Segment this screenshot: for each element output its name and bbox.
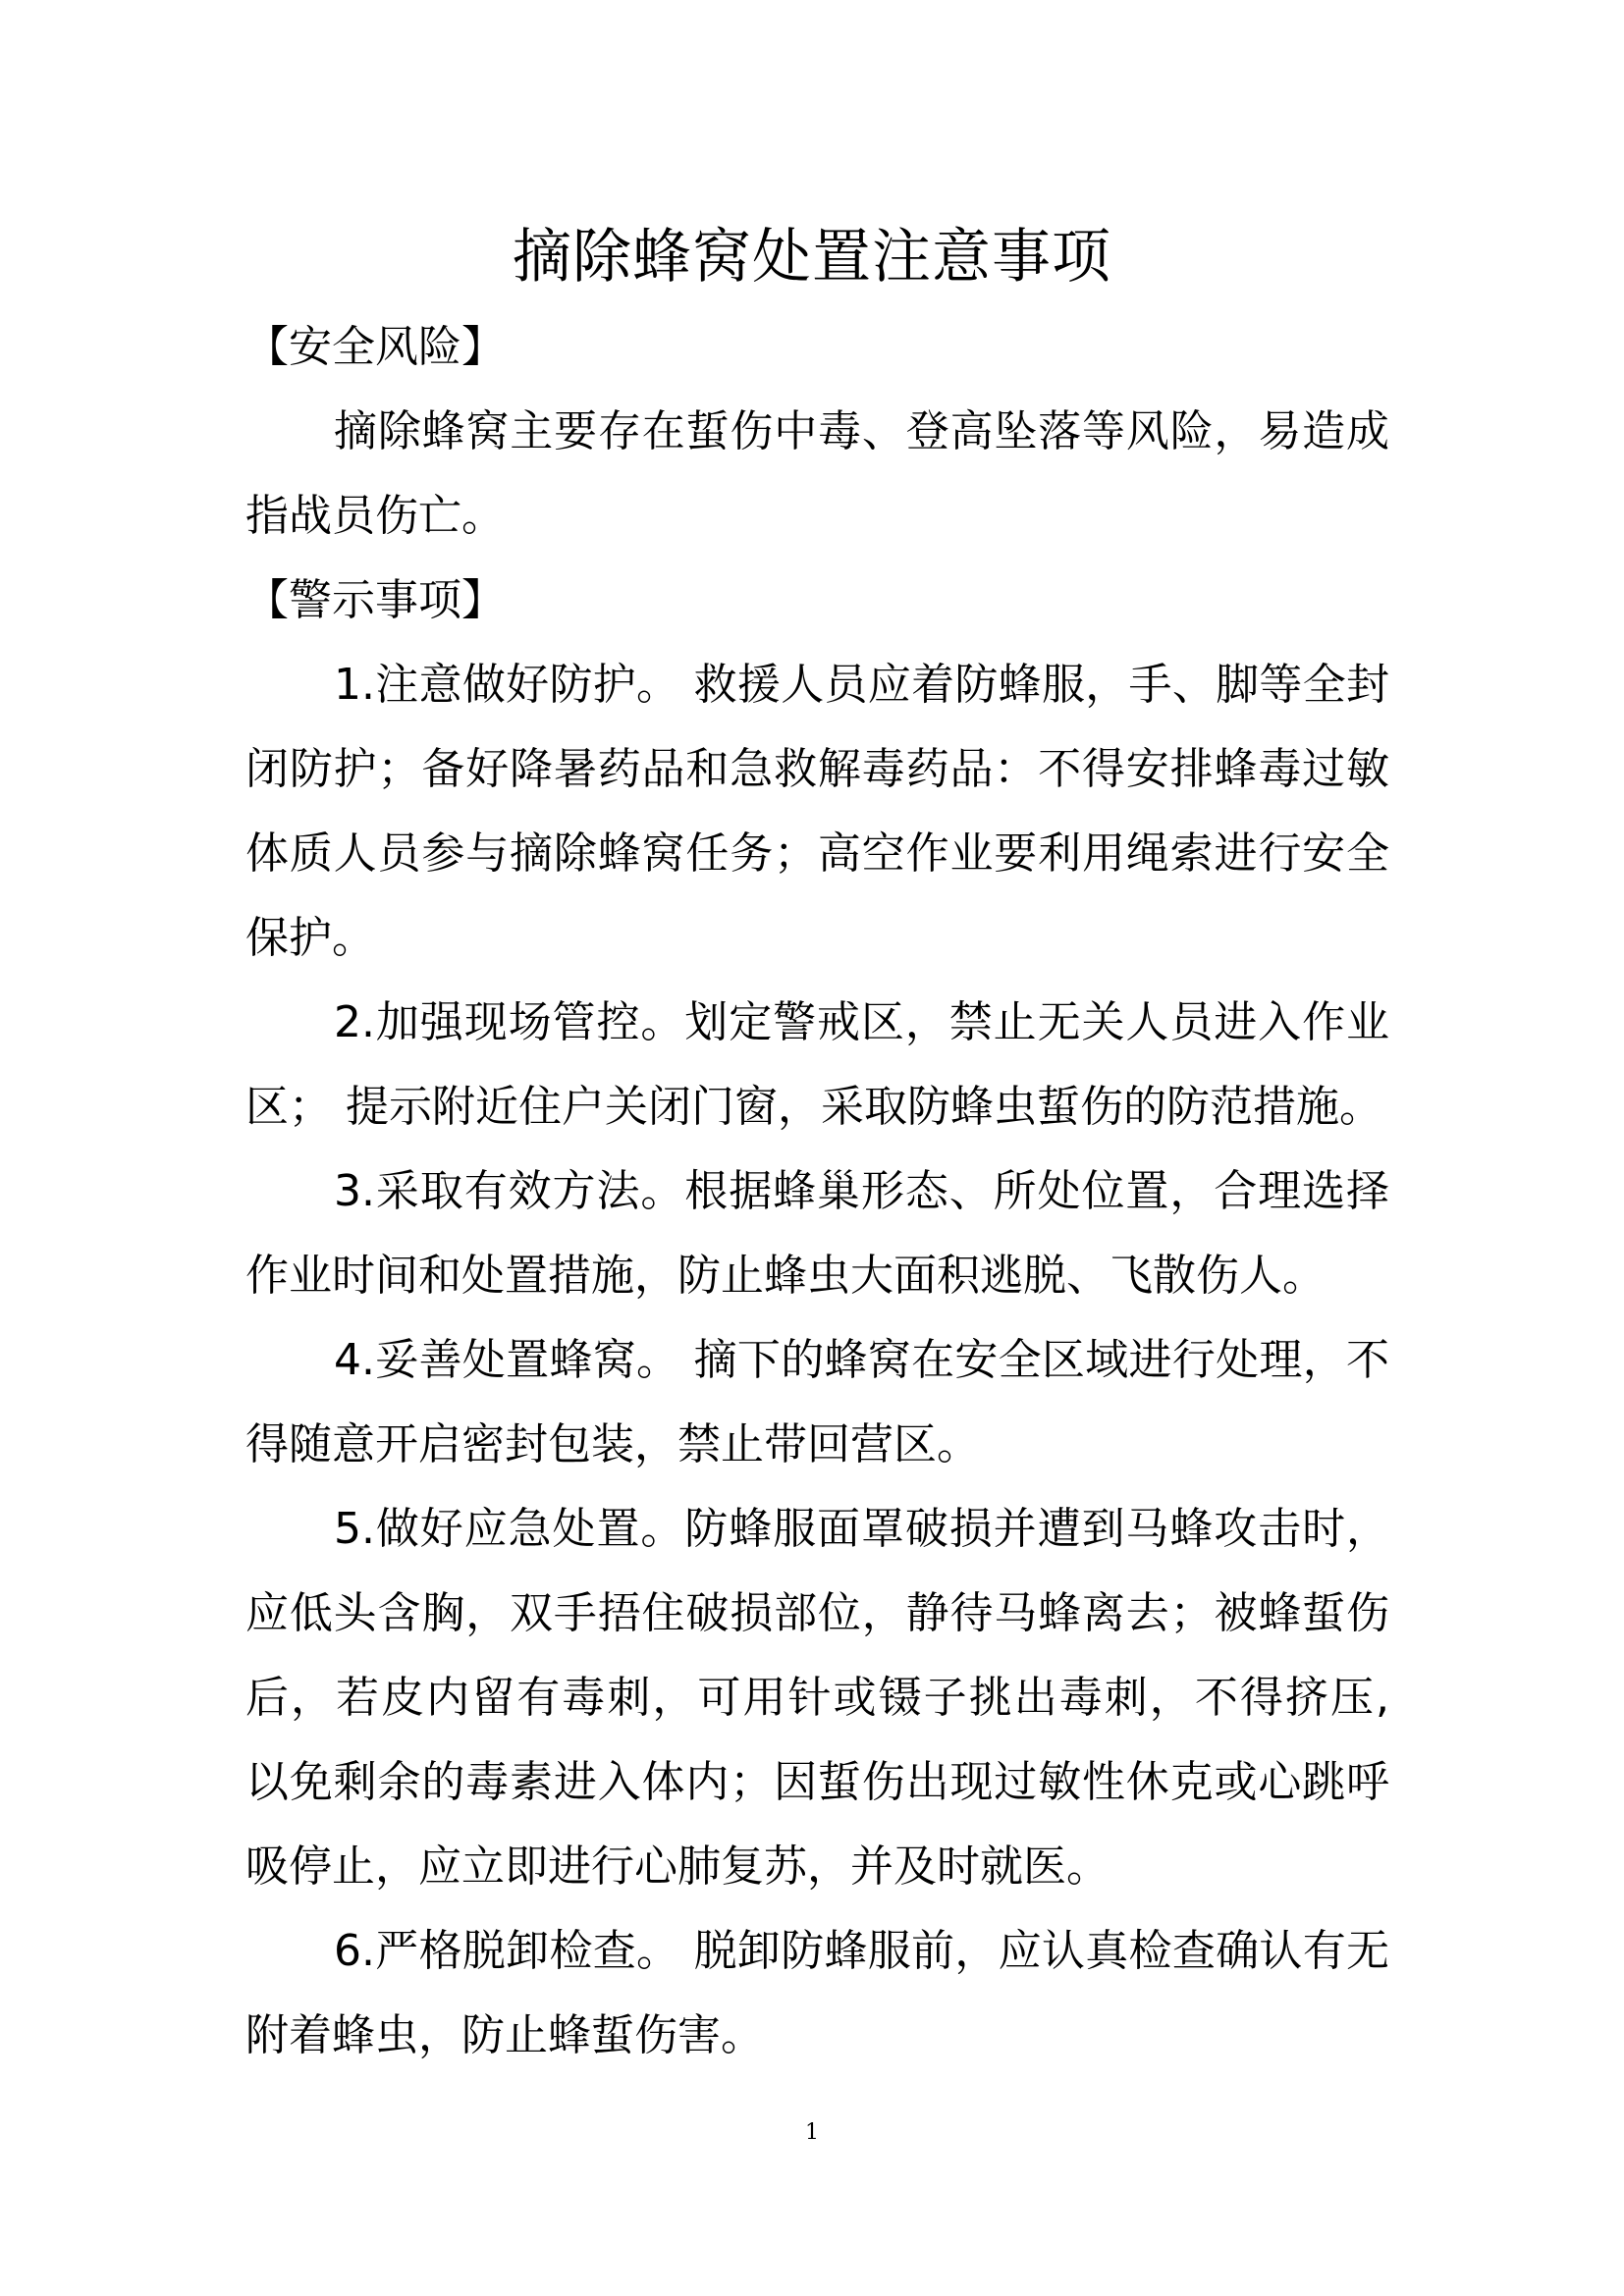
- risk-paragraph-block: [245, 390, 1389, 559]
- warning-item-1: 1.注意做好防护。 救援人员应着防蜂服，手、脚等全封闭防护；备好降暑药品和急救解毒药品：不得安排蜂毒过敏体质人员参与摘除蜂窝任务；高空作业要利用绳索进行安全保护。: [245, 660, 1389, 963]
- warning-items-list: [245, 643, 1389, 2078]
- warning-item-6: 6.严格脱卸检查。 脱卸防蜂服前，应认真检查确认有无附着蜂虫，防止蜂蜇伤害。: [245, 1926, 1389, 2060]
- warning-item-4: 4.妥善处置蜂窝。 摘下的蜂窝在安全区域进行处理，不得随意开启密封包装，禁止带回营区。: [245, 1335, 1389, 1469]
- warning-item-3: 3.采取有效方法。根据蜂巢形态、所处位置，合理选择作业时间和处置措施，防止蜂虫大面积逃脱、飞散伤人。: [245, 1166, 1389, 1301]
- document-title: 摘除蜂窝处置注意事项: [513, 223, 1111, 292]
- heading-warnings: 【警示事项】: [245, 575, 505, 625]
- risk-paragraph: 摘除蜂窝主要存在蜇伤中毒、登高坠落等风险，易造成指战员伤亡。: [245, 406, 1389, 541]
- page-number: 1: [805, 2120, 819, 2145]
- warning-item-2: 2.加强现场管控。划定警戒区，禁止无关人员进入作业区； 提示附近住户关闭门窗，采取防蜂虫蜇伤的防范措施。: [245, 997, 1389, 1132]
- heading-safety-risk: 【安全风险】: [245, 322, 505, 372]
- warning-item-5: 5.做好应急处置。防蜂服面罩破损并遭到马蜂攻击时，应低头含胸，双手捂住破损部位，静待马蜂离去；被蜂蜇伤后，若皮内留有毒刺，可用针或镊子挑出毒刺，不得挤压, 以免剩余的毒素进入体内；因蜇伤出现过敏性休克或心跳呼吸停止，应立即进行心肺复苏，并及时就医。: [245, 1504, 1389, 1892]
